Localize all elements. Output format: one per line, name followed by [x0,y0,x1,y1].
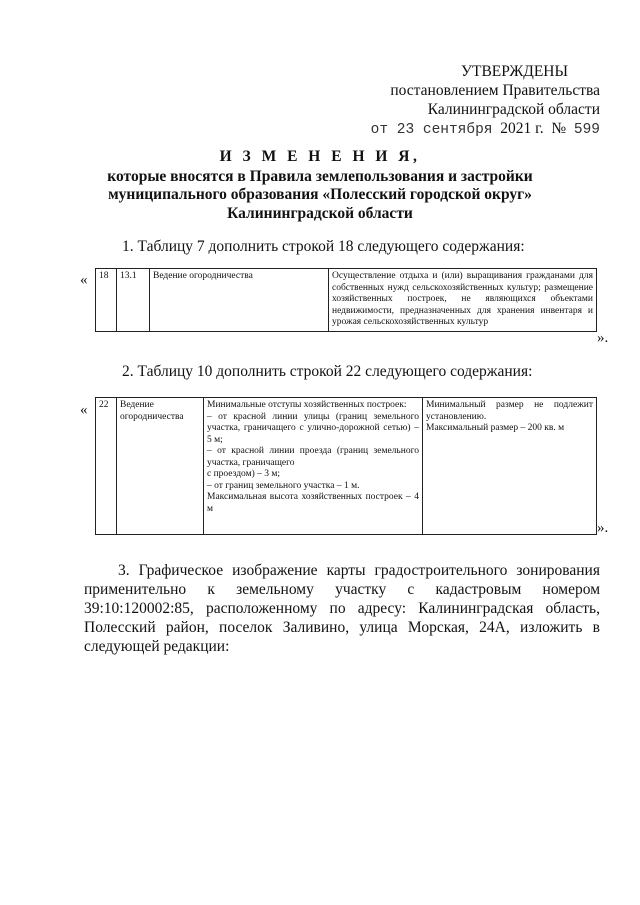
approval-date-line [330,119,600,140]
parameter-line: с проездом) – 3 м; [207,469,281,479]
code-cell: 13.1 [117,269,150,332]
table-2-quote-close: ». [597,520,609,536]
parameter-line: – от границ земельного участка – 1 м. [207,480,360,491]
document-heading [100,148,540,223]
use-name-cell: Ведение огородничества [150,269,329,332]
heading-changes: И З М Е Н Е Н И Я, [219,148,421,165]
table-2-quote-open: « [80,402,88,418]
parameter-line: Максимальная высота хозяйственных построек – 4 м [207,492,419,514]
item-1-text: 1. Таблицу 7 дополнить строкой 18 следующего содержания: [122,238,525,255]
size-line: Минимальный размер не подлежит установлению. [426,400,593,422]
parameter-line: Минимальные отступы хозяйственных построек: [207,400,407,410]
heading-line-3: Калининградской области [227,204,413,222]
heading-line-2: муниципального образования «Полесский городской округ» [108,186,532,203]
use-description-cell: Осуществление отдыха и (или) выращивания гражданами для собственных нужд сельскохозяйственных культур; размещение хозяйственных построек, не являющихся объектами недвижимости, предназначенных для хранения инвентаря и урожая сельскохозяйственных культур [329,269,597,332]
row-number-cell: 18 [96,269,117,332]
approval-number-sign: № [551,120,567,137]
approval-date: от 23 сентября [370,122,493,138]
row-number-cell: 22 [96,398,117,535]
item-3-paragraph: 3. Графическое изображение карты градостроительного зонирования применительно к земельному участку с кадастровым номером 39:10:120002:85, расположенному по адресу: Калининградская область, Полесский район, поселок Заливино, улица Морская, 24А, изложить в следующей редакции: [84,562,600,655]
table-row [96,398,597,535]
approval-number: 599 [573,122,600,138]
use-name-cell: Ведение огородничества [117,398,204,535]
table-7-row-18 [95,268,597,332]
approval-block [330,62,600,140]
parameter-line: – от красной линии улицы (границ земельного участка, граничащего с улично-дорожной сетью) – 5 м; [207,411,419,445]
table-1-quote-open: « [80,272,88,288]
table-1-quote-close: ». [597,330,609,346]
approval-title: УТВЕРЖДЕНЫ [461,63,568,80]
item-3-text [84,561,600,656]
table-10-row-22 [95,397,597,535]
size-line: Максимальный размер – 200 кв. м [426,423,565,433]
size-cell [423,398,597,535]
approval-region: Калининградской области [427,101,600,118]
table-row [96,269,597,332]
approval-year: 2021 г. [500,120,544,137]
parameter-line: – от красной линии проезда (границ земельного участка, граничащего [207,446,419,468]
heading-line-1: которые вносятся в Правила землепользования и застройки [107,167,533,185]
approval-authority: постановлением Правительства [390,82,600,99]
parameters-cell [204,398,423,535]
item-2-text: 2. Таблицу 10 дополнить строкой 22 следующего содержания: [122,363,533,380]
